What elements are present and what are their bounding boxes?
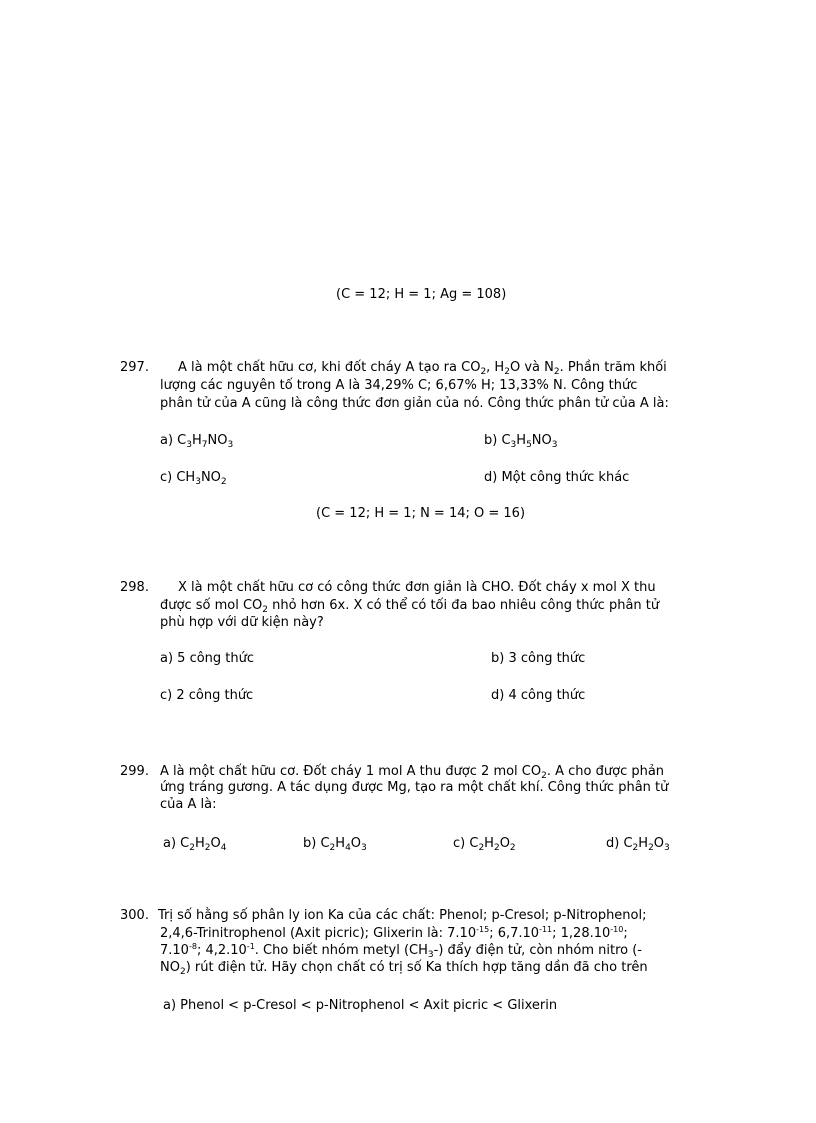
option-a[interactable]: a) Phenol < p-Cresol < p-Nitrophenol < Axit picric < Glixerin — [163, 998, 558, 1013]
option-c[interactable]: c) 2 công thức — [160, 688, 254, 703]
question-text-line: X là một chất hữu cơ có công thức đơn giản là CHO. Đốt cháy x mol X thu — [178, 580, 656, 595]
option-b[interactable]: b) $C_2H_4O_3$ — [303, 836, 367, 853]
question-number: 299. — [120, 764, 149, 779]
question-text-line: 2,4,6-Trinitrophenol (Axit picric); Glixerin là: $7.10^{-15}$; $6,7.10^{-11}$; $1,28.10^{-10}$; — [160, 925, 628, 941]
option-d[interactable]: d) 4 công thức — [491, 688, 586, 703]
question-text-line: A là một chất hữu cơ. Đốt cháy 1 mol A thu được 2 mol $CO_2$. A cho được phản — [160, 764, 665, 781]
question-text-line: phân tử của A cũng là công thức đơn giản của nó. Công thức phân tử của A là: — [160, 396, 669, 411]
option-b[interactable]: b) 3 công thức — [491, 651, 586, 666]
option-b[interactable]: b) $C_3H_5NO_3$ — [484, 433, 558, 450]
question-text-line: ứng tráng gương. A tác dụng được Mg, tạo ra một chất khí. Công thức phân tử — [160, 780, 669, 795]
question-text-line: Trị số hằng số phân ly ion Ka của các chất: Phenol; p-Cresol; p-Nitrophenol; — [158, 908, 647, 923]
question-text-line: của A là: — [160, 797, 217, 812]
question-text-line: được số mol $CO_2$ nhỏ hơn 6x. X có thể có tối đa bao nhiêu công thức phân tử — [160, 598, 660, 615]
question-number: 300. — [120, 908, 149, 923]
question-text-line: lượng các nguyên tố trong A là 34,29% C; 6,67% H; 13,33% N. Công thức — [160, 378, 638, 393]
atomic-mass-note: (C = 12; H = 1; Ag = 108) — [336, 287, 507, 302]
option-c[interactable]: c) $C_2H_2O_2$ — [453, 836, 516, 853]
question-number: 298. — [120, 580, 149, 595]
question-text-line: $7.10^{-8}$; $4,2.10^{-1}$. Cho biết nhóm metyl $(CH_3-)$ đẩy điện tử, còn nhóm nitro (- — [160, 942, 642, 960]
option-a[interactable]: a) $C_2H_2O_4$ — [163, 836, 227, 853]
question-text-line: phù hợp với dữ kiện này? — [160, 615, 324, 630]
option-d[interactable]: d) Một công thức khác — [484, 470, 630, 485]
atomic-mass-note: (C = 12; H = 1; N = 14; O = 16) — [316, 506, 526, 521]
option-d[interactable]: d) $C_2H_2O_3$ — [606, 836, 670, 853]
option-a[interactable]: a) $C_3H_7NO_3$ — [160, 433, 234, 450]
question-text-line: A là một chất hữu cơ, khi đốt cháy A tạo ra $CO_2$, $H_2O$ và $N_2$. Phần trăm khối — [178, 360, 667, 377]
question-number: 297. — [120, 360, 149, 375]
option-a[interactable]: a) 5 công thức — [160, 651, 255, 666]
question-text-line: $NO_2$) rút điện tử. Hãy chọn chất có trị số Ka thích hợp tăng dần đã cho trên — [160, 960, 648, 977]
option-c[interactable]: c) $CH_3NO_2$ — [160, 470, 227, 487]
